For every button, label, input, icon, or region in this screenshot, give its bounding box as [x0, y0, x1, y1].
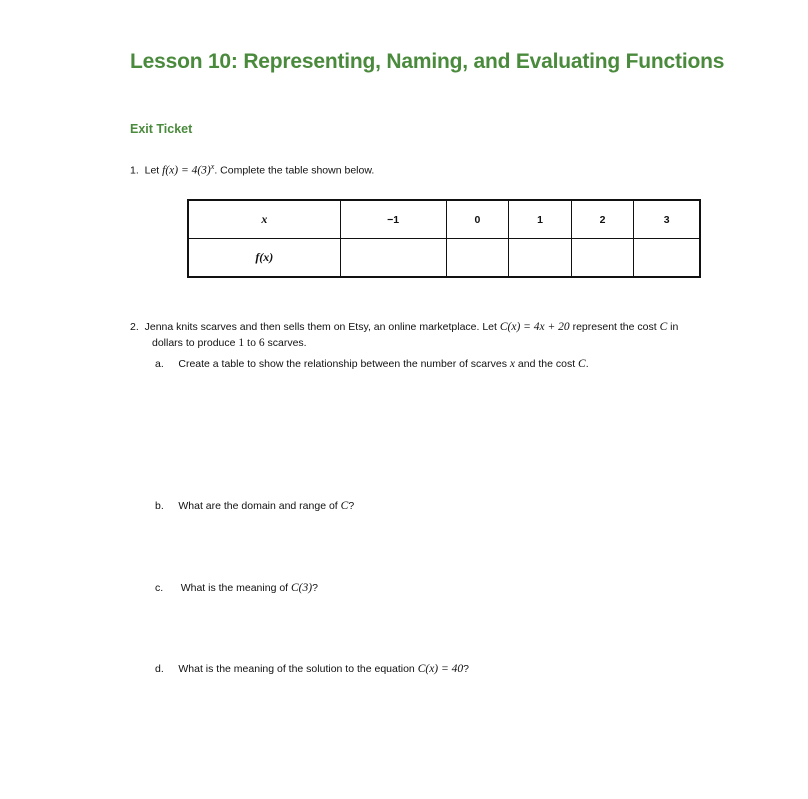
- row-label-x: x: [188, 200, 340, 239]
- cost-function: C(x) = 4x + 20: [499, 321, 570, 333]
- question-text: in: [667, 321, 679, 333]
- part-label: d.: [155, 663, 164, 675]
- question-2-line-1: [130, 320, 678, 334]
- cost-variable: C: [659, 321, 668, 333]
- function-table: [187, 199, 701, 278]
- question-text: Jenna knits scarves and then sells them on Etsy, an online marketplace. Let: [144, 321, 500, 333]
- question-text-end: . Complete the table shown below.: [214, 164, 375, 177]
- part-text: ?: [348, 500, 355, 512]
- question-1: [130, 160, 374, 178]
- scarf-range: 1 to 6: [238, 337, 265, 349]
- part-text: What is the meaning of the solution to the equation: [178, 663, 418, 675]
- part-label: b.: [155, 500, 164, 512]
- part-a: [155, 357, 589, 371]
- part-text: What are the domain and range of: [178, 500, 341, 512]
- x-value-cell: 2: [571, 200, 634, 239]
- fx-answer-cell[interactable]: [446, 239, 509, 278]
- part-c: [155, 581, 318, 595]
- part-text: ?: [463, 663, 469, 675]
- question-text: scarves.: [264, 337, 307, 349]
- part-label: c.: [155, 582, 164, 594]
- fx-answer-cell[interactable]: [571, 239, 634, 278]
- fx-answer-cell[interactable]: [634, 239, 700, 278]
- question-text: represent the cost: [569, 321, 660, 333]
- exit-ticket-heading: Exit Ticket: [130, 122, 193, 136]
- variable-c: C: [340, 500, 349, 512]
- part-text: Create a table to show the relationship between the number of scarves: [178, 358, 510, 370]
- part-text: .: [585, 358, 589, 370]
- question-text: dollars to produce: [152, 337, 239, 349]
- variable-x: x: [509, 358, 515, 370]
- row-label-fx: f(x): [188, 239, 340, 278]
- part-d: [155, 662, 469, 676]
- x-value-cell: −1: [340, 200, 446, 239]
- variable-c: C: [578, 358, 586, 370]
- part-text: ?: [312, 582, 318, 594]
- x-value-cell: 0: [446, 200, 509, 239]
- part-b: [155, 499, 354, 513]
- exponent: x: [210, 162, 215, 171]
- fx-answer-cell[interactable]: [340, 239, 446, 278]
- question-number: 1.: [130, 164, 139, 177]
- lesson-title: Lesson 10: Representing, Naming, and Evaluating Functions: [130, 50, 725, 73]
- question-2-line-2: [152, 336, 307, 350]
- table-row-fx: [188, 239, 700, 278]
- equation: C(x) = 40: [417, 663, 464, 675]
- table-row-x: [188, 200, 700, 239]
- part-text: What is the meaning of: [180, 582, 291, 594]
- function-expression: f(x) = 4(3): [162, 164, 211, 177]
- x-value-cell: 3: [634, 200, 700, 239]
- part-label: a.: [155, 358, 164, 370]
- question-number: 2.: [130, 321, 139, 333]
- question-text: Let: [144, 164, 163, 177]
- fx-answer-cell[interactable]: [509, 239, 572, 278]
- expression-c3: C(3): [291, 582, 313, 594]
- x-value-cell: 1: [509, 200, 572, 239]
- part-text: and the cost: [515, 358, 579, 370]
